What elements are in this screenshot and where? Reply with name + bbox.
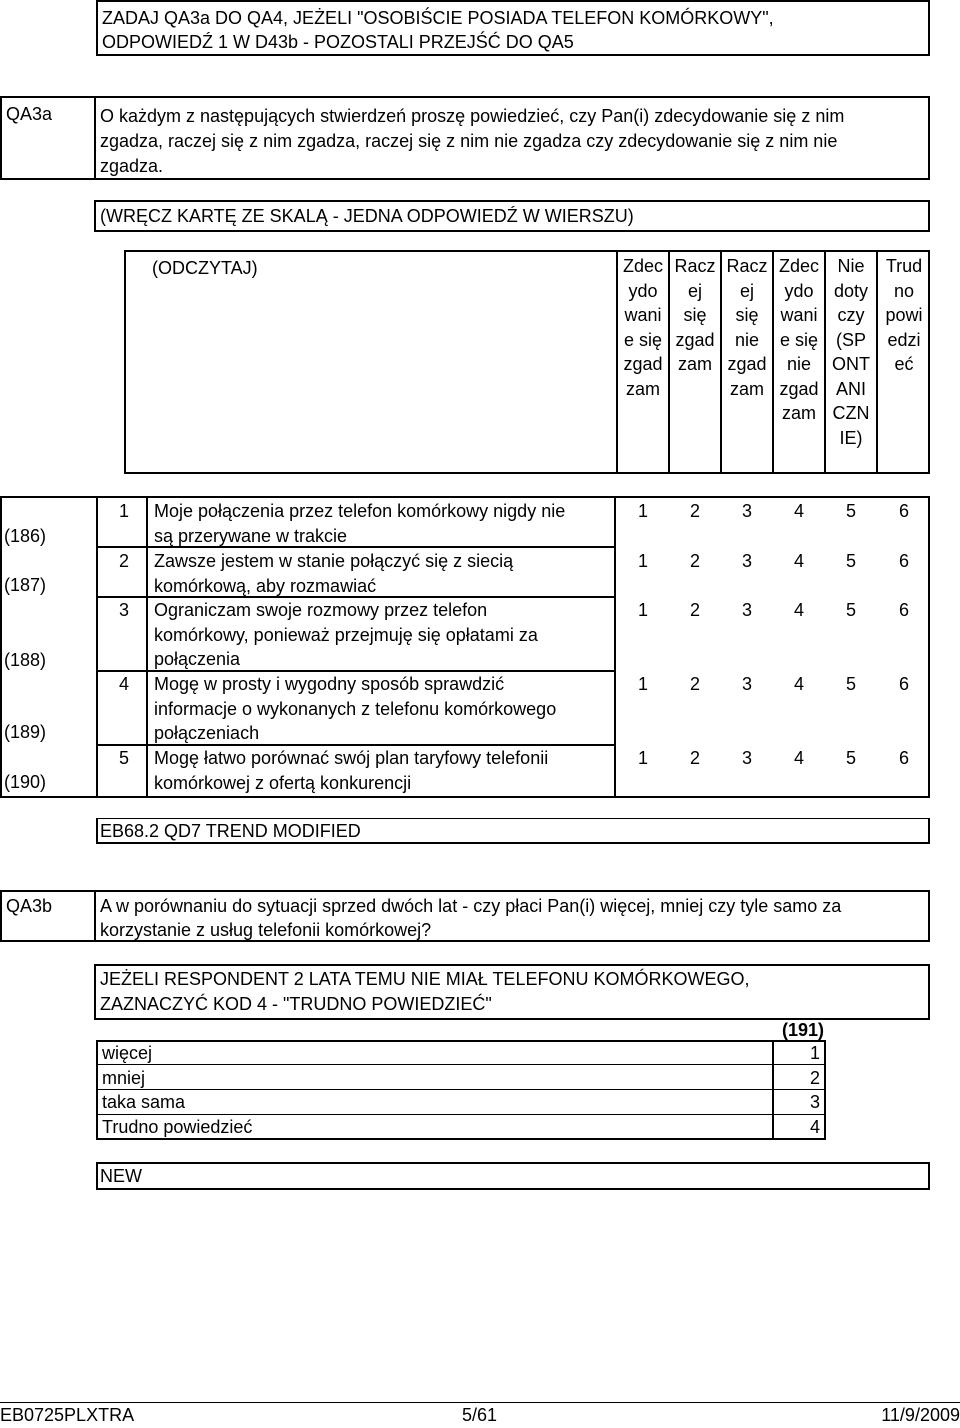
read-label: (ODCZYTAJ): [152, 258, 258, 278]
instruction-line-1: ZADAJ QA3a DO QA4, JEŻELI "OSOBIŚCIE POSIADA TELEFON KOMÓRKOWY",: [102, 8, 774, 28]
new-label: NEW: [100, 1166, 142, 1186]
answer-option[interactable]: 6: [898, 674, 909, 694]
option-label: Trudno powiedzieć: [102, 1117, 253, 1137]
row-number: 3: [118, 600, 129, 620]
answer-option[interactable]: 3: [741, 748, 752, 768]
option-label: mniej: [102, 1068, 146, 1088]
answer-option[interactable]: 5: [845, 501, 856, 521]
answer-option[interactable]: 6: [898, 748, 909, 768]
answer-option[interactable]: 1: [637, 600, 648, 620]
row-number: 2: [118, 551, 129, 571]
option-label: więcej: [102, 1043, 153, 1063]
answer-option[interactable]: 3: [741, 501, 752, 521]
answer-option[interactable]: 2: [689, 551, 700, 571]
footer-page: 5/61: [462, 1405, 498, 1425]
answer-option[interactable]: 6: [898, 551, 909, 571]
qa3b-id: QA3b: [6, 896, 53, 916]
answer-option[interactable]: 4: [793, 674, 804, 694]
col-header-somewhat-disagree: Racz ej się nie zgad zam: [726, 256, 768, 399]
qa3b-instruction-line-1: JEŻELI RESPONDENT 2 LATA TEMU NIE MIAŁ TELEFONU KOMÓRKOWEGO,: [100, 969, 750, 989]
row-code: (190): [4, 772, 47, 792]
source-note: EB68.2 QD7 TREND MODIFIED: [100, 821, 361, 841]
answer-option[interactable]: 1: [637, 674, 648, 694]
answer-option[interactable]: 5: [845, 748, 856, 768]
answer-option[interactable]: 1: [637, 501, 648, 521]
qa3a-id: QA3a: [6, 104, 53, 124]
qa3a-question-line-3: zgadza.: [100, 156, 164, 176]
option-code[interactable]: 4: [809, 1117, 820, 1137]
option-divider: [96, 1064, 826, 1065]
new-box: [96, 1162, 930, 1190]
answer-option[interactable]: 2: [689, 748, 700, 768]
qa3b-instruction-line-2: ZAZNACZYĆ KOD 4 - "TRUDNO POWIEDZIEĆ": [100, 994, 492, 1014]
row-code: (189): [4, 722, 47, 742]
statement-text: Zawsze jestem w stanie połączyć się z siecią komórkową, aby rozmawiać: [154, 551, 514, 596]
qa3b-question-line-1: A w porównaniu do sytuacji sprzed dwóch lat - czy płaci Pan(i) więcej, mniej czy tyle samo za: [100, 896, 842, 916]
option-code[interactable]: 3: [809, 1092, 820, 1112]
row-number: 5: [118, 748, 129, 768]
row-options-divider: [614, 496, 616, 798]
statement-text: Mogę łatwo porównać swój plan taryfowy telefonii komórkowej z ofertą konkurencji: [154, 748, 549, 793]
option-code-divider: [772, 1040, 774, 1140]
qa3a-question-line-2: zgadza, raczej się z nim zgadza, raczej się z nim nie zgadza czy zdecydowanie się z nim nie: [100, 131, 838, 151]
option-code[interactable]: 1: [809, 1043, 820, 1063]
answer-option[interactable]: 2: [689, 501, 700, 521]
answer-option[interactable]: 4: [793, 501, 804, 521]
qa3a-instruction: (WRĘCZ KARTĘ ZE SKALĄ - JEDNA ODPOWIEDŹ W WIERSZU): [100, 206, 634, 226]
answer-option[interactable]: 4: [793, 551, 804, 571]
qa3a-question-line-1: O każdym z następujących stwierdzeń proszę powiedzieć, czy Pan(i) zdecydowanie się z nim: [100, 106, 845, 126]
col-header-dont-know: Trud no powi edzi eć: [885, 256, 923, 374]
qa3b-var-code: (191): [781, 1020, 824, 1040]
col-header-strongly-agree: Zdec ydo wani e się zgad zam: [622, 256, 664, 399]
statement-text: Moje połączenia przez telefon komórkowy nigdy nie są przerywane w trakcie: [154, 501, 566, 546]
row-number: 4: [118, 674, 129, 694]
row-code: (188): [4, 650, 47, 670]
answer-option[interactable]: 5: [845, 674, 856, 694]
answer-option[interactable]: 5: [845, 600, 856, 620]
option-divider: [96, 1089, 826, 1090]
answer-option[interactable]: 3: [741, 674, 752, 694]
answer-option[interactable]: 1: [637, 551, 648, 571]
answer-option[interactable]: 2: [689, 674, 700, 694]
statement-text: Ograniczam swoje rozmowy przez telefon komórkowy, ponieważ przejmuję się opłatami za połączenia: [154, 600, 538, 669]
qa3b-question-line-2: korzystanie z usług telefonii komórkowej?: [100, 920, 432, 940]
answer-option[interactable]: 3: [741, 600, 752, 620]
statement-text: Mogę w prosty i wygodny sposób sprawdzić informacje o wykonanych z telefonu komórkowego połączeniach: [154, 674, 557, 743]
instruction-line-2: ODPOWIEDŹ 1 W D43b - POZOSTALI PRZEJŚĆ DO QA5: [102, 32, 574, 52]
row-code: (186): [4, 526, 47, 546]
answer-option[interactable]: 5: [845, 551, 856, 571]
row-number: 1: [118, 501, 129, 521]
answer-option[interactable]: 6: [898, 501, 909, 521]
option-code[interactable]: 2: [809, 1068, 820, 1088]
answer-option[interactable]: 3: [741, 551, 752, 571]
col-header-not-applicable: Nie doty czy (SP ONT ANI CZN IE): [832, 256, 870, 448]
answer-option[interactable]: 4: [793, 600, 804, 620]
answer-option[interactable]: 6: [898, 600, 909, 620]
option-label: taka sama: [102, 1092, 186, 1112]
col-header-strongly-disagree: Zdec ydo wani e się nie zgad zam: [778, 256, 820, 423]
row-num-divider: [146, 496, 148, 798]
answer-option[interactable]: 4: [793, 748, 804, 768]
footer-date: 11/9/2009: [881, 1405, 960, 1425]
col-header-somewhat-agree: Racz ej się zgad zam: [674, 256, 716, 374]
row-code: (187): [4, 575, 47, 595]
answer-option[interactable]: 1: [637, 748, 648, 768]
answer-option[interactable]: 2: [689, 600, 700, 620]
footer-doc-id: EB0725PLXTRA: [0, 1405, 135, 1425]
